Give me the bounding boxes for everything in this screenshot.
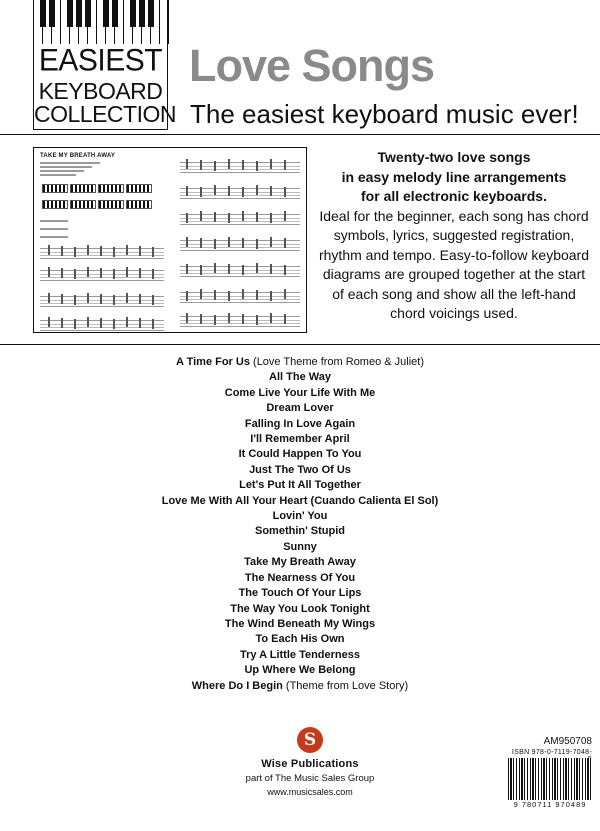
note [284,160,286,170]
song-title: Let's Put It All Together [239,479,361,492]
song-item [0,478,600,493]
note [61,294,63,304]
note [74,295,76,305]
chord-diagram [42,200,68,209]
staff [40,248,164,259]
note [74,319,76,329]
note [186,291,188,301]
note [256,263,258,273]
note [186,313,188,323]
book-subtitle: The easiest keyboard music ever! [190,99,579,129]
song-list [0,355,600,694]
note [242,238,244,248]
note [242,187,244,197]
song-title: Just The Two Of Us [249,463,351,476]
song-item [0,417,600,432]
note [186,237,188,247]
note [100,318,102,328]
note [270,237,272,247]
song-title: Take My Breath Away [244,556,356,569]
note [152,269,154,279]
staff [40,296,164,307]
note [186,159,188,169]
note [113,247,115,257]
note [284,187,286,197]
song-item [0,355,600,370]
note [87,267,89,277]
staff [180,188,300,199]
preview-text-line [40,228,68,230]
song-item [0,663,600,678]
description-bold-3: for all electronic keyboards. [361,188,547,204]
note [200,289,202,299]
book-title: Love Songs [189,40,435,91]
description-bold-1: Twenty-two love songs [377,149,531,165]
staff [180,266,300,277]
note [284,238,286,248]
song-title: The Wind Beneath My Wings [224,617,376,630]
song-item [0,571,600,586]
piano-keys-graphic [34,0,167,44]
song-title: Lovin' You [272,510,328,523]
note [200,160,202,170]
staff [40,270,164,281]
publisher-logo-icon: S [297,727,323,753]
note [242,160,244,170]
description-bold-2: in easy melody line arrangements [341,168,567,185]
song-item [0,524,600,539]
black-key [40,0,46,27]
note [270,313,272,323]
note [87,317,89,327]
song-item [0,602,600,617]
middle-divider [0,344,600,345]
series-line-2: KEYBOARD [38,78,163,104]
black-key [130,0,136,27]
note [139,268,141,278]
note [152,319,154,329]
staff [180,292,300,303]
note [228,213,230,223]
note [61,268,63,278]
barcode [508,758,592,800]
barcode-number: 9 780711 970489 [506,800,594,809]
note [74,269,76,279]
note [113,295,115,305]
song-title: Up Where We Belong [244,664,356,677]
song-title: Sunny [283,540,317,553]
note [139,294,141,304]
note [100,268,102,278]
note [87,293,89,303]
note [48,267,50,277]
note [228,264,230,274]
note [74,247,76,257]
staff [40,320,164,331]
note [284,289,286,299]
note [113,269,115,279]
note [242,314,244,324]
song-item [0,463,600,478]
song-title: The Touch Of Your Lips [238,587,362,600]
song-title: Love Me With All Your Heart (Cuando Calienta El Sol) [161,494,439,507]
song-title: It Could Happen To You [238,448,362,461]
song-item [0,432,600,447]
song-item [0,540,600,555]
song-item [0,509,600,524]
note [48,245,50,255]
note [228,159,230,169]
note [139,246,141,256]
note [242,265,244,275]
note [48,317,50,327]
song-title: All The Way [269,371,331,384]
song-title: Somethin' Stupid [255,525,345,538]
preview-text-line [40,166,92,168]
note [186,213,188,223]
note [214,185,216,195]
chord-diagram [98,184,124,193]
song-item [0,648,600,663]
song-item [0,447,600,462]
song-item [0,370,600,385]
note [214,161,216,171]
note [284,211,286,221]
sheet-music-preview [33,147,307,333]
note [61,318,63,328]
note [100,246,102,256]
preview-text-line [40,170,84,172]
catalogue-number: AM950708 [543,736,592,747]
note [228,186,230,196]
note [200,187,202,197]
series-line-1: EASIEST [38,43,163,78]
note [214,315,216,325]
song-note: (Theme from Love Story) [282,679,409,692]
isbn: ISBN 978-0-7119-7048- [511,749,592,756]
note [284,314,286,324]
chord-diagram [126,200,152,209]
chord-diagram [70,184,96,193]
song-item [0,617,600,632]
description [316,148,592,324]
song-item [0,632,600,647]
note [228,291,230,301]
note [48,293,50,303]
note [214,263,216,273]
note [228,313,230,323]
note [214,212,216,222]
song-item [0,386,600,401]
publisher-website: www.musicsales.com [267,787,353,797]
chord-diagram [126,184,152,193]
preview-song-title: TAKE MY BREATH AWAY [40,153,116,159]
note [256,290,258,300]
note [113,319,115,329]
note [61,246,63,256]
preview-text-line [40,174,76,176]
note [284,265,286,275]
black-key [148,0,154,27]
song-title: Try A Little Tenderness [239,648,360,661]
note [152,247,154,257]
note [256,185,258,195]
staff [180,240,300,251]
song-note: (Love Theme from Romeo & Juliet) [249,356,424,368]
song-title: Dream Lover [266,402,334,415]
white-key [160,0,169,44]
note [200,265,202,275]
staff [180,162,300,173]
song-title: To Each His Own [255,633,345,646]
song-item [0,494,600,509]
note [126,267,128,277]
note [270,213,272,223]
preview-text-line [40,236,68,238]
chord-diagram [42,184,68,193]
note [256,239,258,249]
staff [180,214,300,225]
note [200,314,202,324]
series-line-3: COLLECTION [34,101,176,127]
note [200,211,202,221]
note [200,238,202,248]
preview-text-line [40,220,68,222]
note [186,186,188,196]
chord-diagram [70,200,96,209]
chord-diagram [98,200,124,209]
black-key [67,0,73,27]
black-key [49,0,55,27]
note [214,290,216,300]
note [270,291,272,301]
note [242,211,244,221]
staff [180,316,300,327]
note [87,245,89,255]
song-item [0,586,600,601]
black-key [103,0,109,27]
note [214,239,216,249]
song-title: The Way You Look Tonight [230,602,370,615]
note [256,161,258,171]
note [228,237,230,247]
black-key [139,0,145,27]
note [126,245,128,255]
note [100,294,102,304]
note [126,317,128,327]
black-key [112,0,118,27]
note [270,186,272,196]
song-title: The Nearness Of You [244,571,356,584]
song-title: I'll Remember April [250,433,350,446]
black-key [85,0,91,27]
publisher-group: part of The Music Sales Group [245,773,375,784]
song-title: Where Do I Begin [191,679,283,692]
song-item [0,401,600,416]
series-logo [33,0,176,130]
note [152,295,154,305]
note [186,264,188,274]
note [256,212,258,222]
note [126,293,128,303]
song-title: A Time For Us [176,356,250,368]
black-key [76,0,82,27]
song-item [0,679,600,694]
song-item [0,555,600,570]
preview-text-line [40,162,100,164]
publisher-name: Wise Publications [261,758,359,770]
description-body: Ideal for the beginner, each song has chord symbols, lyrics, suggested registration, rhythm and tempo. Easy-to-follow keyboard diagrams are grouped together at the start of each song and show all the left-hand chord voicings used. [318,207,589,321]
note [270,264,272,274]
note [139,318,141,328]
header-divider [0,134,600,135]
note [256,315,258,325]
note [242,289,244,299]
song-title: Falling In Love Again [244,417,356,430]
song-title: Come Live Your Life With Me [224,386,376,399]
note [270,159,272,169]
